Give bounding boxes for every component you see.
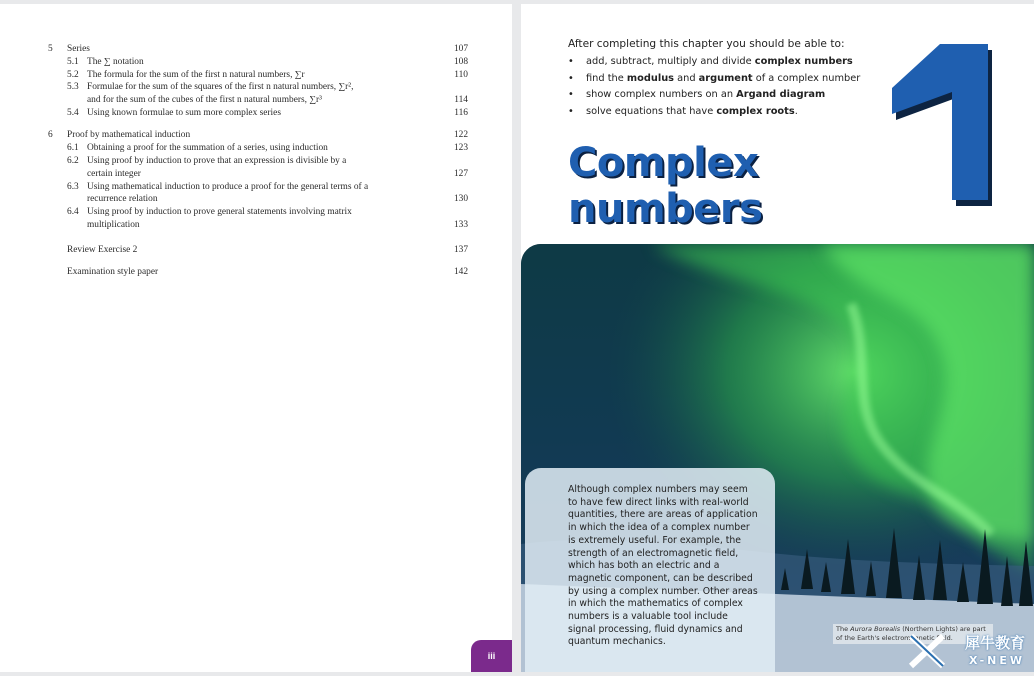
toc-entry-page: 130 [453,194,468,204]
objective-item: • solve equations that have complex roots. [568,104,908,121]
watermark-en: X-NEW [969,654,1026,667]
toc-entry-page: 122 [453,130,468,140]
toc-entry-number: 5.2 [67,70,79,80]
right-page-chapter-opener [521,4,1034,672]
toc-entry-title: Proof by mathematical induction [67,130,191,140]
toc-entry-title: and for the sum of the cubes of the first n natural numbers, ∑r³ [87,95,322,105]
chapter-number-glyph [886,36,1001,211]
left-page-toc [0,4,512,672]
toc-entry-title: multiplication [87,220,140,230]
watermark-logo [903,630,1034,672]
photo-caption: The Aurora Borealis (Northern Lights) are part of the Earth's electromagnetic field. [833,624,993,644]
toc-entry-number: 6.3 [67,182,79,192]
objective-item: • add, subtract, multiply and divide complex numbers [568,54,908,71]
toc-entry-page: 116 [454,108,468,118]
learning-objectives [568,38,908,120]
objectives-intro: After completing this chapter you should be able to: [568,38,845,50]
toc-entry-title: Obtaining a proof for the summation of a series, using induction [87,143,328,153]
toc-entry-title: Using known formulae to sum more complex series [87,108,281,118]
toc-entry-number: 5.3 [67,82,79,92]
chapter-title-line2: numbers [568,186,763,232]
toc-entry-page: 123 [453,143,468,153]
intro-callout [525,468,775,672]
toc-entry-title: recurrence relation [87,194,158,204]
chapter-number [886,36,1001,211]
toc-entry-page: 114 [454,95,468,105]
toc-entry-title: Using proof by induction to prove general statements involving matrix [87,207,352,217]
chapter-number-text: 1 [886,36,887,37]
watermark-cn: 犀牛教育 [965,634,1026,652]
watermark-x-icon [903,630,963,672]
chapter-title-line1: Complex [568,140,759,186]
objective-item: • find the modulus and argument of a complex number [568,71,908,88]
table-of-contents [0,4,512,672]
callout-text: Although complex numbers may seem to have few direct links with real-world quantities, there are areas of application in which the idea of a complex number is extremely useful. For example, the strength of an electromagnetic field, which has both an electric and a magnetic component, can be described by using a complex number. Other areas in which the mathematics of complex numbers is a valuable tool include signal processing, fluid dynamics and quantum mechanics. [568,484,758,648]
objectives-list [568,54,908,120]
toc-entry-title: Using mathematical induction to produce a proof for the general terms of a [87,182,369,192]
chapter-title [568,140,762,232]
toc-entry-page: 133 [453,220,468,230]
toc-entry-title: Examination style paper [67,267,159,277]
toc-entry-number: 5 [48,44,53,54]
toc-entry-page: 137 [453,245,468,255]
toc-entry-title: The ∑ notation [87,57,144,67]
toc-entry-title: Review Exercise 2 [67,245,138,255]
toc-entry-page: 107 [453,44,468,54]
toc-entry-title: Formulae for the sum of the squares of the first n natural numbers, ∑r², [87,82,354,92]
page-folio: iii [471,640,512,672]
toc-entry-title: Using proof by induction to prove that an expression is divisible by a [87,156,347,166]
toc-entry-title: certain integer [87,169,141,179]
toc-entry-number: 6.4 [67,207,79,217]
toc-entry-page: 127 [453,169,468,179]
toc-entry-number: 5.4 [67,108,79,118]
objective-item: • show complex numbers on an Argand diagram [568,87,908,104]
toc-entry-page: 108 [453,57,468,67]
toc-entry-page: 142 [453,267,468,277]
toc-entry-title: The formula for the sum of the first n natural numbers, ∑r [87,70,305,80]
toc-entry-number: 6.1 [67,143,79,153]
toc-entry-page: 110 [454,70,468,80]
toc-entry-number: 5.1 [67,57,79,67]
toc-entry-title: Series [67,44,90,54]
toc-entry-number: 6.2 [67,156,79,166]
toc-entry-number: 6 [48,130,53,140]
